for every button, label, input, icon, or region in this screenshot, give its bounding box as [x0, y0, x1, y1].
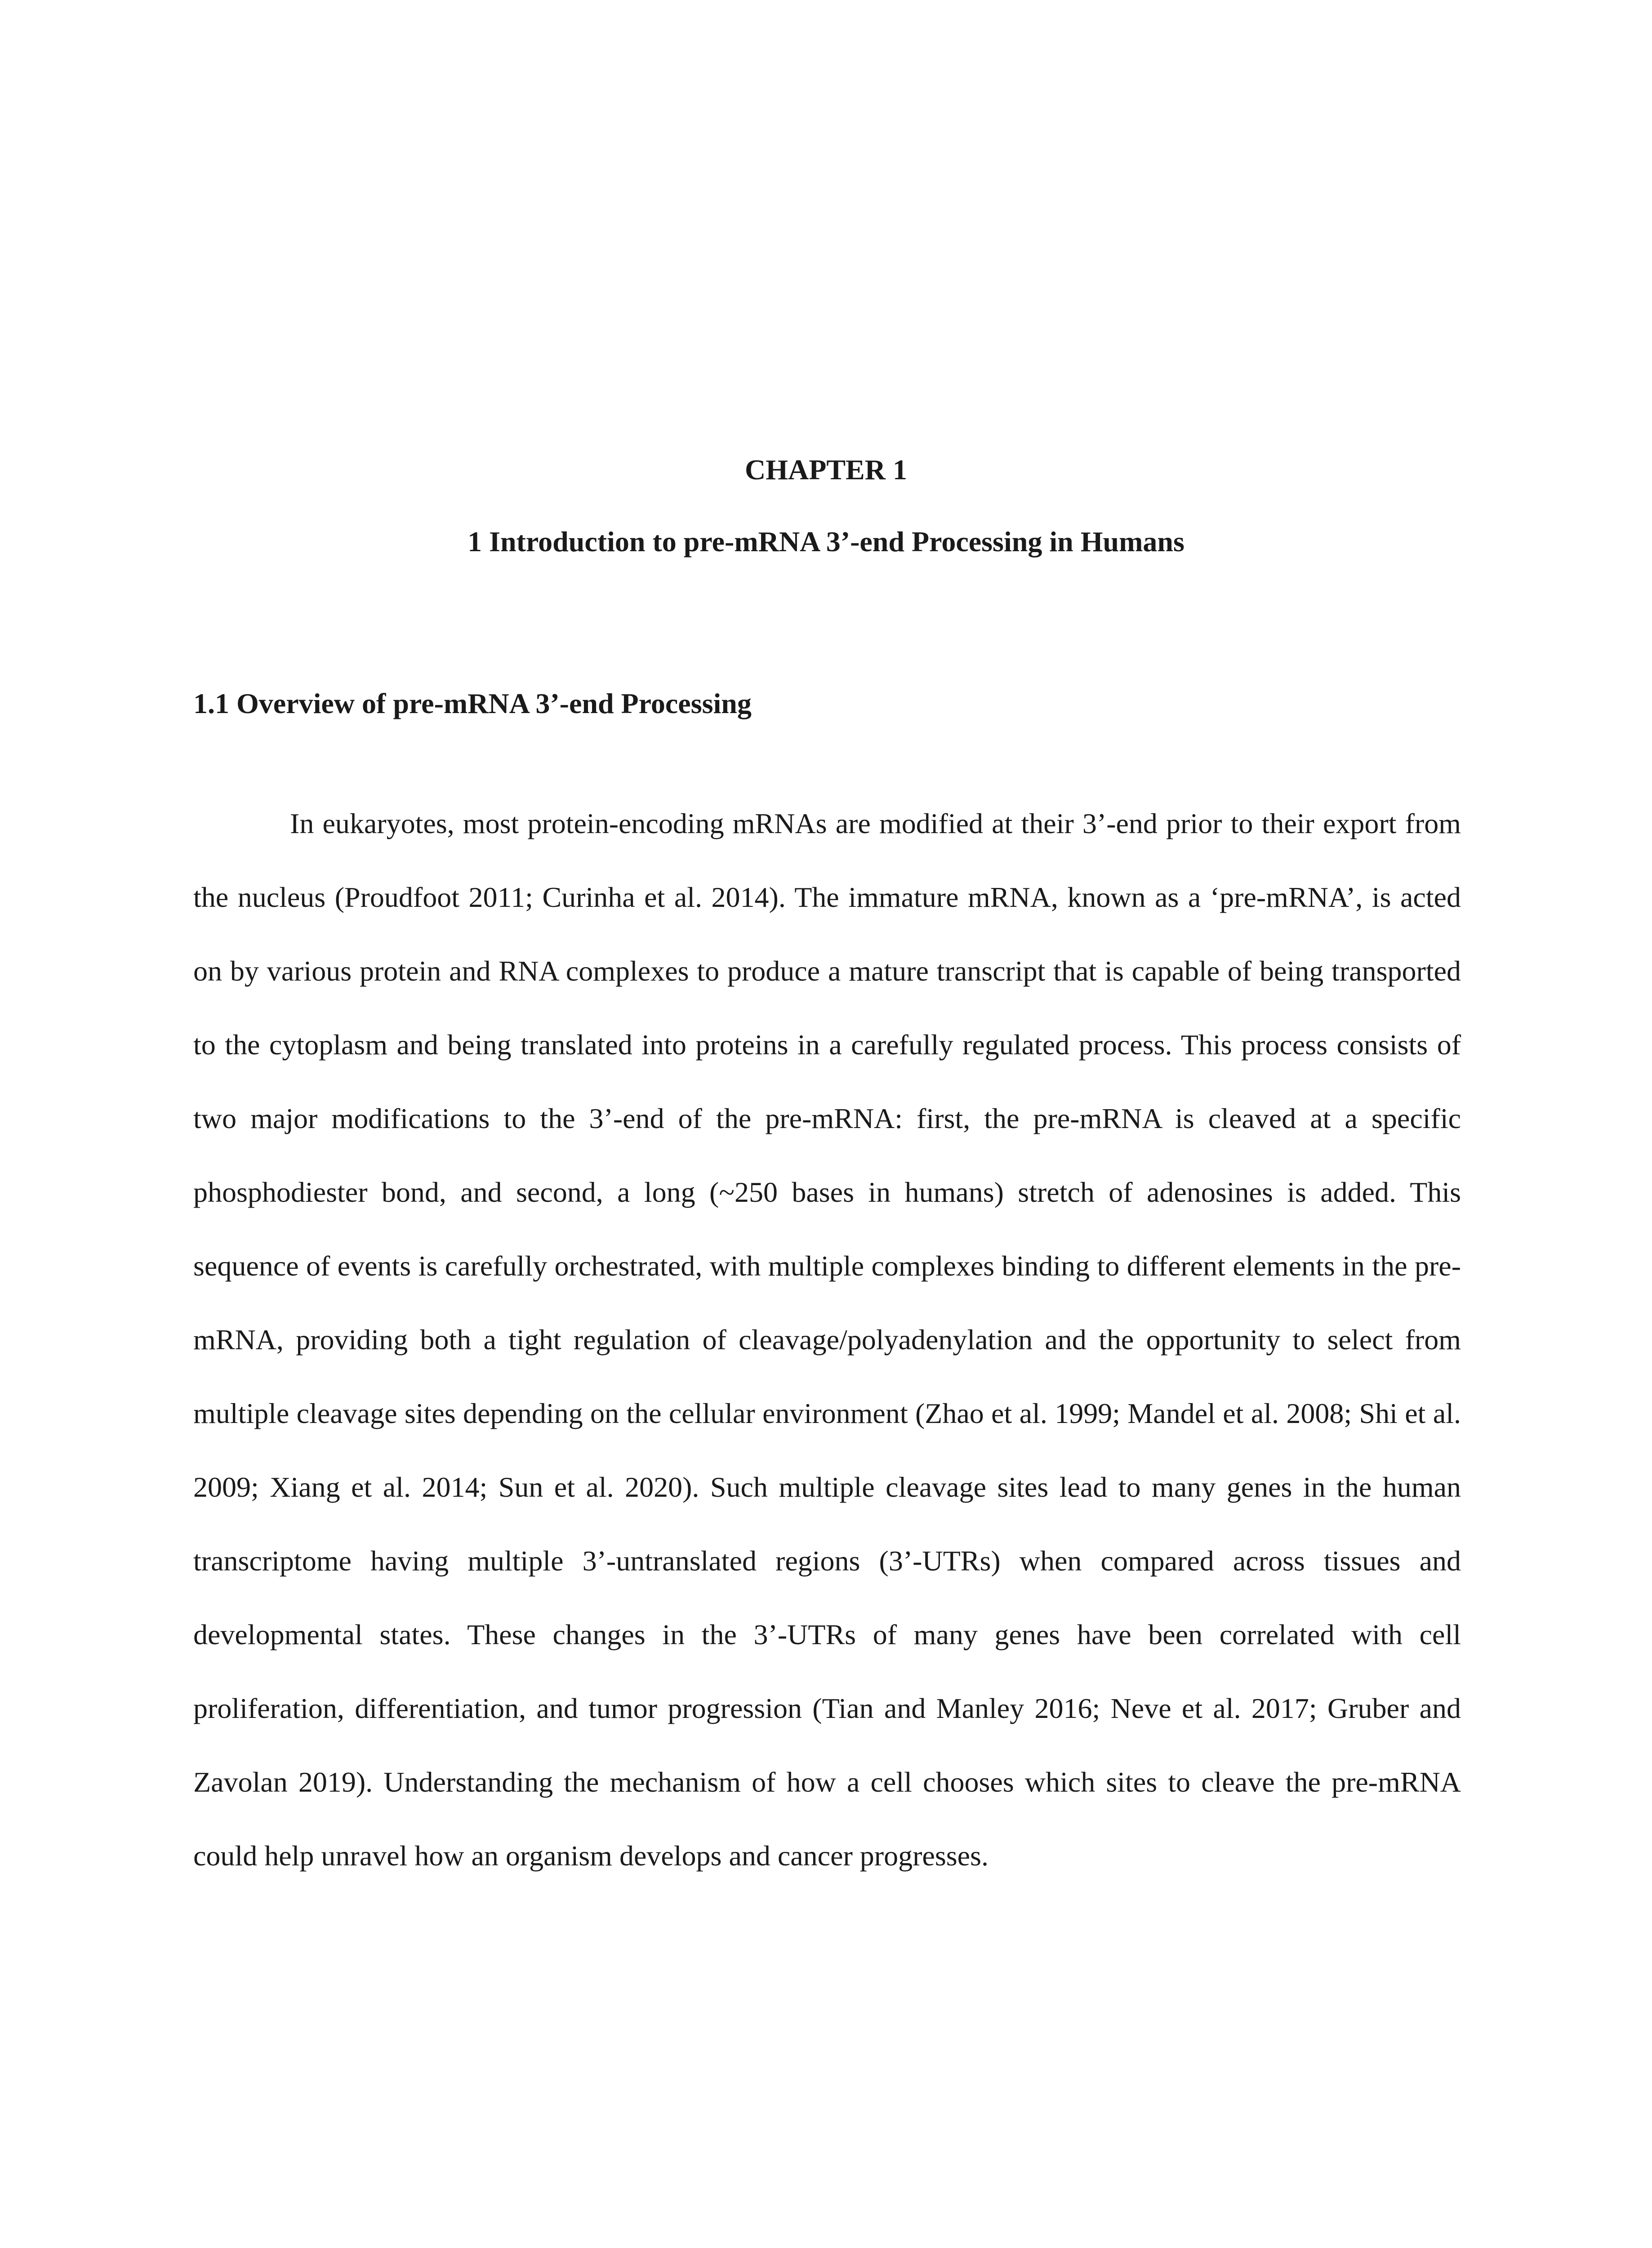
body-paragraph: In eukaryotes, most protein-encoding mRNAs are modified at their 3’-end prior to their export from the nucleus (Proudfoot 2011; Curinha et al. 2014). The immature mRNA, known as a ‘pre-mRNA’, is acted on by various protein and RNA complexes to produce a mature transcript that is capable of being transported to the cytoplasm and being translated into proteins in a carefully regulated process. This process consists of two major modifications to the 3’-end of the pre-mRNA: first, the pre-mRNA is cleaved at a specific phosphodiester bond, and second, a long (~250 bases in humans) stretch of adenosines is added. This sequence of events is carefully orchestrated, with multiple complexes binding to different elements in the pre-mRNA, providing both a tight regulation of cleavage/polyadenylation and the opportunity to select from multiple cleavage sites depending on the cellular environment (Zhao et al. 1999; Mandel et al. 2008; Shi et al. 2009; Xiang et al. 2014; Sun et al. 2020). Such multiple cleavage sites lead to many genes in the human transcriptome having multiple 3’-untranslated regions (3’-UTRs) when compared across tissues and developmental states. These changes in the 3’-UTRs of many genes have been correlated with cell proliferation, differentiation, and tumor progression (Tian and Manley 2016; Neve et al. 2017; Gruber and Zavolan 2019). Understanding the mechanism of how a cell chooses which sites to cleave the pre-mRNA could help unravel how an organism develops and cancer progresses. [193, 807, 1461, 1872]
chapter-heading: CHAPTER 1 [745, 454, 907, 486]
chapter-title: 1 Introduction to pre-mRNA 3’-end Processing in Humans [468, 526, 1184, 558]
section-heading: 1.1 Overview of pre-mRNA 3’-end Processing [193, 687, 752, 719]
